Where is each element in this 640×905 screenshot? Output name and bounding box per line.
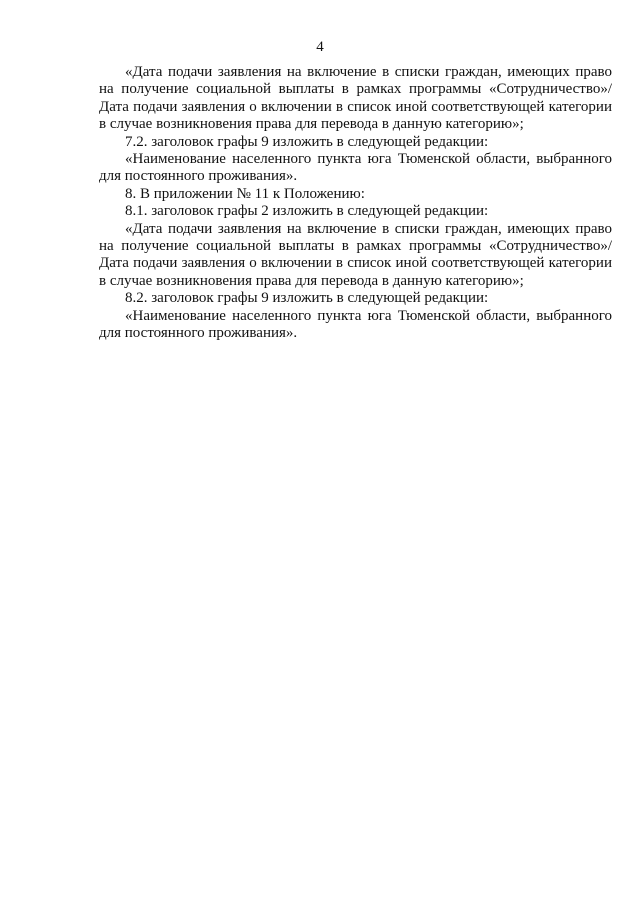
document-body bbox=[99, 64, 612, 343]
paragraph-quote-settlement-8: «Наименование населенного пункта юга Тюменской области, выбранного для постоянного проживания». bbox=[99, 307, 612, 342]
paragraph-quote-date-7: «Дата подачи заявления на включение в списки граждан, имеющих право на получение социальной выплаты в рамках программы «Сотрудничество»/Дата подачи заявления о включении в список иной соответствующей категории в случае возникновения права для перевода в данную категорию»; bbox=[99, 64, 612, 133]
paragraph-quote-date-8: «Дата подачи заявления на включение в списки граждан, имеющих право на получение социальной выплаты в рамках программы «Сотрудничество»/Дата подачи заявления о включении в список иной соответствующей категории в случае возникновения права для перевода в данную категорию»; bbox=[99, 220, 612, 289]
page-number: 4 bbox=[316, 39, 324, 55]
paragraph-item-7-2: 7.2. заголовок графы 9 изложить в следующей редакции: bbox=[125, 133, 489, 150]
paragraph-item-8-1: 8.1. заголовок графы 2 изложить в следующей редакции: bbox=[125, 203, 489, 220]
paragraph-item-8: 8. В приложении № 11 к Положению: bbox=[125, 185, 365, 202]
paragraph-item-8-2: 8.2. заголовок графы 9 изложить в следующей редакции: bbox=[125, 290, 489, 307]
paragraph-quote-settlement-7: «Наименование населенного пункта юга Тюменской области, выбранного для постоянного проживания». bbox=[99, 151, 612, 185]
